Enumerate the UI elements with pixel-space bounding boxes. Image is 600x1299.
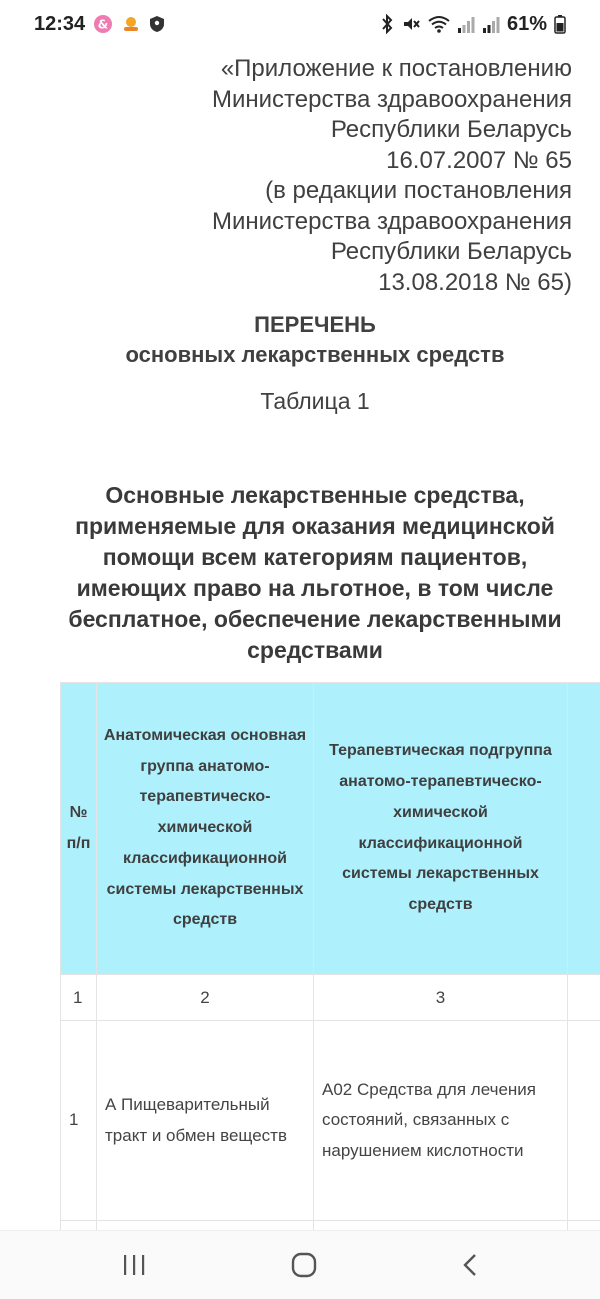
bluetooth-icon [380, 14, 394, 34]
header-cell-number: № п/п [61, 683, 97, 975]
document-preamble [32, 54, 572, 298]
numbering-cell [568, 975, 600, 1021]
cell-subgroup: А02 Средства для лечения состояний, связанных с нарушением кислотности [314, 1021, 568, 1221]
preamble-line: Республики Беларусь [330, 238, 572, 265]
recent-apps-button[interactable] [122, 1254, 146, 1276]
table-row [61, 1221, 600, 1231]
list-heading [0, 310, 600, 370]
cell-number: 1 [61, 1021, 97, 1221]
list-title: ПЕРЕЧЕНЬ [254, 312, 376, 337]
svg-text:&: & [97, 17, 109, 32]
header-cell-subgroup: Терапевтическая подгруппа анатомо-терапевтическо-химической классификационной системы лекарственных средств [314, 683, 568, 975]
header-cell-extra [568, 683, 600, 975]
navigation-bar [0, 1230, 600, 1299]
status-left [34, 13, 165, 36]
numbering-cell: 3 [314, 975, 568, 1021]
preamble-line: Республики Беларусь [330, 116, 572, 143]
wifi-icon [428, 14, 450, 34]
back-button[interactable] [462, 1253, 478, 1277]
medicines-table [60, 682, 600, 1230]
preamble-line: «Приложение к постановлению [220, 55, 572, 82]
table-numbering-row [61, 975, 600, 1021]
cell-extra [568, 1021, 600, 1221]
home-button[interactable] [291, 1252, 317, 1278]
numbering-cell: 2 [97, 975, 314, 1021]
preamble-line: 13.08.2018 № 65) [378, 268, 572, 296]
signal-icon [457, 14, 475, 34]
medicines-table-scroll[interactable] [60, 682, 600, 1230]
list-subtitle: основных лекарственных средств [125, 342, 505, 367]
signal-icon [482, 14, 500, 34]
app-notification-icon [93, 14, 113, 34]
status-bar [0, 0, 600, 48]
battery-percent: 61% [506, 12, 547, 35]
header-cell-group: Анатомическая основная группа анатомо-терапевтическо-химической классификационной системы лекарственных средств [97, 683, 314, 975]
table-row [61, 1021, 600, 1221]
numbering-cell: 1 [61, 975, 97, 1021]
clock: 12:34 [34, 12, 86, 35]
preamble-line: 16.07.2007 № 65 [386, 146, 572, 174]
status-right [380, 13, 566, 36]
section-title: Основные лекарственные средства, применяемые для оказания медицинской помощи всем категориям пациентов, имеющих право на льготное, в том числе бесплатное, обеспечение лекарственными средствами [68, 482, 562, 663]
battery-icon [554, 14, 566, 34]
preamble-line: (в редакции постановления [265, 177, 572, 204]
table-header-row [61, 683, 600, 975]
shield-icon [149, 15, 165, 33]
preamble-line: Министерства здравоохранения [212, 207, 572, 235]
preamble-line: Министерства здравоохранения [212, 85, 572, 113]
cell-group: А Пищеварительный тракт и обмен веществ [97, 1021, 314, 1221]
weather-icon [121, 14, 141, 34]
table-caption: Таблица 1 [260, 388, 370, 414]
document-content[interactable] [0, 48, 600, 1230]
mute-icon [401, 14, 421, 34]
